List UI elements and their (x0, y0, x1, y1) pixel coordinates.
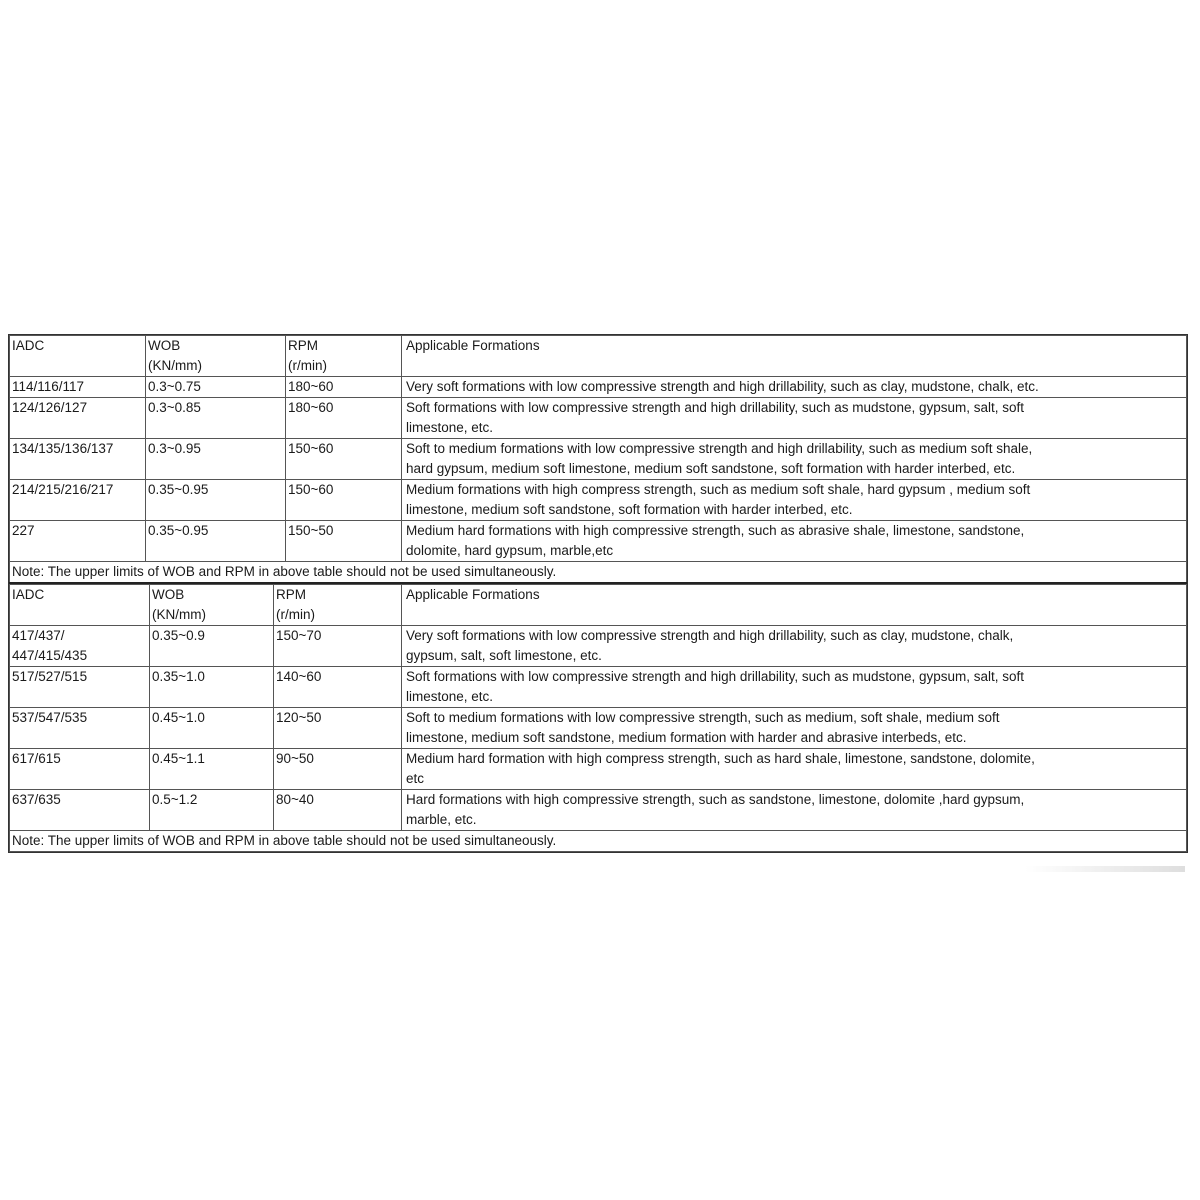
cell-wob: 0.3~0.95 (146, 439, 286, 480)
cell-rpm: 80~40 (274, 790, 402, 831)
table-row (10, 667, 1187, 708)
table-row (10, 398, 1187, 439)
header-rpm: RPM (r/min) (274, 585, 402, 626)
table-note-row (10, 562, 1187, 584)
cell-iadc: 417/437/ 447/415/435 (10, 626, 150, 667)
cell-wob: 0.3~0.85 (146, 398, 286, 439)
cell-formations: Medium hard formations with high compressive strength, such as abrasive shale, limestone, sandstone, dolomite, hard gypsum, marble,etc (402, 521, 1187, 562)
cell-rpm: 150~50 (286, 521, 402, 562)
cell-iadc: 114/116/117 (10, 377, 146, 398)
cell-iadc: 637/635 (10, 790, 150, 831)
cell-rpm: 150~70 (274, 626, 402, 667)
header-iadc: IADC (10, 336, 146, 377)
cell-formations: Medium formations with high compress strength, such as medium soft shale, hard gypsum , medium soft limestone, medium soft sandstone, soft formation with harder interbed, etc. (402, 480, 1187, 521)
cell-rpm: 150~60 (286, 439, 402, 480)
table-row (10, 521, 1187, 562)
drill-bit-spec-sheet (8, 334, 1188, 853)
table-row (10, 626, 1187, 667)
scan-edge-shadow (1025, 866, 1185, 872)
cell-rpm: 120~50 (274, 708, 402, 749)
table-header-row (10, 336, 1187, 377)
cell-iadc: 214/215/216/217 (10, 480, 146, 521)
cell-wob: 0.35~0.95 (146, 480, 286, 521)
table-row (10, 377, 1187, 398)
cell-wob: 0.35~1.0 (150, 667, 274, 708)
cell-iadc: 124/126/127 (10, 398, 146, 439)
cell-rpm: 180~60 (286, 398, 402, 439)
cell-rpm: 90~50 (274, 749, 402, 790)
header-iadc: IADC (10, 585, 150, 626)
spec-table-2 (9, 584, 1187, 852)
table-header-row (10, 585, 1187, 626)
cell-wob: 0.35~0.95 (146, 521, 286, 562)
table-row (10, 480, 1187, 521)
cell-rpm: 150~60 (286, 480, 402, 521)
cell-rpm: 180~60 (286, 377, 402, 398)
table-note: Note: The upper limits of WOB and RPM in above table should not be used simultaneously. (10, 831, 1187, 852)
table-row (10, 749, 1187, 790)
cell-iadc: 617/615 (10, 749, 150, 790)
table-row (10, 790, 1187, 831)
cell-wob: 0.45~1.1 (150, 749, 274, 790)
table-row (10, 439, 1187, 480)
header-wob: WOB (KN/mm) (146, 336, 286, 377)
cell-wob: 0.5~1.2 (150, 790, 274, 831)
cell-iadc: 227 (10, 521, 146, 562)
cell-iadc: 517/527/515 (10, 667, 150, 708)
cell-formations: Soft formations with low compressive strength and high drillability, such as mudstone, gypsum, salt, soft limestone, etc. (402, 398, 1187, 439)
cell-wob: 0.35~0.9 (150, 626, 274, 667)
header-rpm: RPM (r/min) (286, 336, 402, 377)
cell-formations: Very soft formations with low compressive strength and high drillability, such as clay, mudstone, chalk, gypsum, salt, soft limestone, etc. (402, 626, 1187, 667)
header-wob: WOB (KN/mm) (150, 585, 274, 626)
cell-wob: 0.3~0.75 (146, 377, 286, 398)
cell-iadc: 134/135/136/137 (10, 439, 146, 480)
table-note: Note: The upper limits of WOB and RPM in above table should not be used simultaneously. (10, 562, 1187, 584)
cell-formations: Soft to medium formations with low compressive strength and high drillability, such as medium soft shale, hard gypsum, medium soft limestone, medium soft sandstone, soft formation with harder interbed, etc. (402, 439, 1187, 480)
cell-iadc: 537/547/535 (10, 708, 150, 749)
header-formations: Applicable Formations (402, 336, 1187, 377)
cell-wob: 0.45~1.0 (150, 708, 274, 749)
cell-formations: Soft to medium formations with low compressive strength, such as medium, soft shale, medium soft limestone, medium soft sandstone, medium formation with harder and abrasive interbeds, etc. (402, 708, 1187, 749)
cell-formations: Hard formations with high compressive strength, such as sandstone, limestone, dolomite ,hard gypsum, marble, etc. (402, 790, 1187, 831)
cell-formations: Medium hard formation with high compress strength, such as hard shale, limestone, sandstone, dolomite, etc (402, 749, 1187, 790)
table-note-row (10, 831, 1187, 852)
cell-rpm: 140~60 (274, 667, 402, 708)
cell-formations: Soft formations with low compressive strength and high drillability, such as mudstone, gypsum, salt, soft limestone, etc. (402, 667, 1187, 708)
header-formations: Applicable Formations (402, 585, 1187, 626)
spec-table-1 (9, 335, 1187, 584)
table-row (10, 708, 1187, 749)
cell-formations: Very soft formations with low compressive strength and high drillability, such as clay, mudstone, chalk, etc. (402, 377, 1187, 398)
